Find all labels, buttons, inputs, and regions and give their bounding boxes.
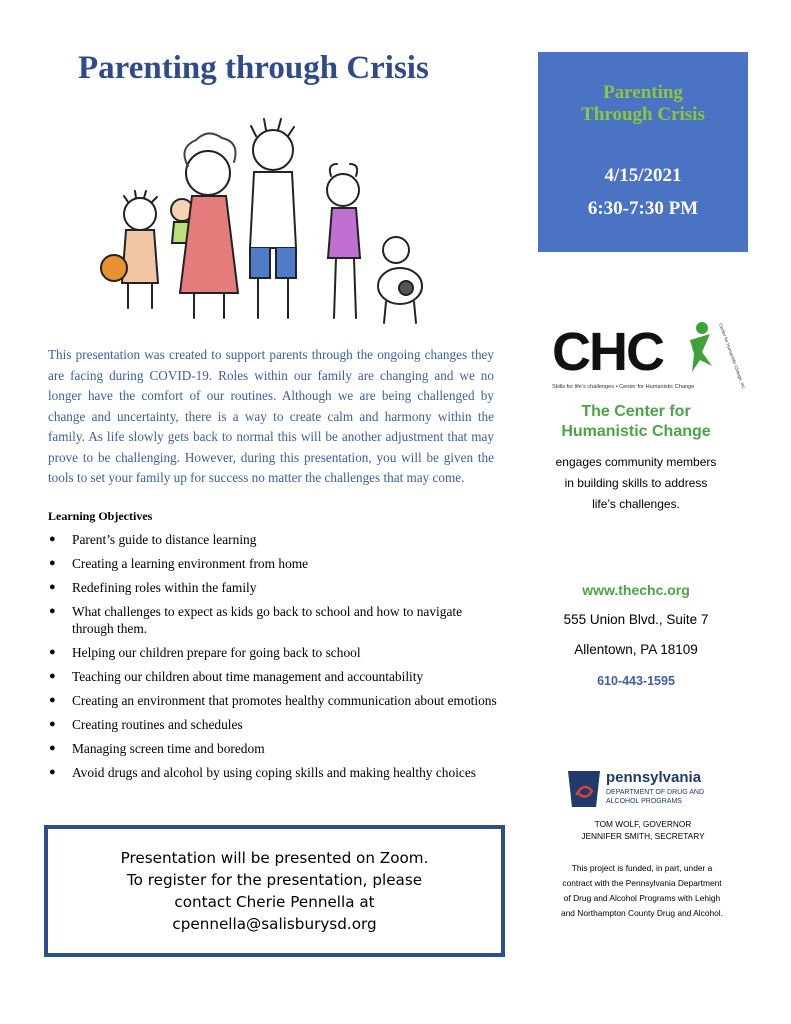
list-item: ● Parent’s guide to distance learning [49,532,257,547]
registration-line: To register for the presentation, please [126,871,423,889]
chc-logo-letters: CHC [552,322,663,382]
family-illustration [88,118,438,333]
event-title: Parenting Through Crisis [581,82,705,125]
list-item: ● What challenges to expect as kids go back to school and how to navigate through them. [49,604,463,636]
bullet-icon: ● [49,718,56,730]
dog-figure [383,237,409,263]
pa-logo-dept: ALCOHOL PROGRAMS [606,798,682,805]
list-item: ● Managing screen time and boredom [49,741,265,756]
bullet-icon: ● [49,533,56,545]
event-box [538,52,748,252]
intro-paragraph: This presentation was created to support parents through the ongoing changes they are facing during COVID-19. Roles within our family are changing and we no longer have the comfort of our routines. Although we are being challenged by change and uncertainty, there is a way to create calm and harmony within the family. As life slowly gets back to normal this will be another adjustment that may prove to be challenging. However, during this presentation, you will be given the tools to set your family up for success no matter the challenges that may come. [48,347,494,485]
bullet-icon: ● [49,605,56,617]
chc-logo-side-text: Center for Humanistic Change, Inc. [718,322,747,391]
registration-email[interactable]: cpennella@salisburysd.org [172,915,377,933]
address-line: 555 Union Blvd., Suite 7 [563,612,709,627]
page-title: Parenting through Crisis [78,50,429,86]
funding-note: This project is funded, in part, under a contract with the Pennsylvania Department of Drug and Alcohol Programs with Lehigh and Northampton County Drug and Alcohol. [560,863,723,918]
mother-figure [186,151,230,195]
event-date: 4/15/2021 [604,165,682,186]
bullet-icon: ● [49,646,56,658]
bullet-icon: ● [49,670,56,682]
org-description: engages community members in building skills to address life’s challenges. [555,455,717,511]
event-time: 6:30-7:30 PM [587,198,699,219]
list-item: ● Creating an environment that promotes healthy communication about emotions [49,693,497,708]
registration-line: contact Cherie Pennella at [174,893,375,911]
bullet-icon: ● [49,694,56,706]
registration-box [44,825,505,957]
address-city: Allentown, PA 18109 [574,642,698,657]
list-item: ● Avoid drugs and alcohol by using coping skills and making healthy choices [49,765,477,780]
chc-logo [552,318,747,396]
list-item: ● Creating routines and schedules [49,717,243,732]
officials: TOM WOLF, GOVERNOR JENNIFER SMITH, SECRETARY [581,819,705,841]
phone-number: 610-443-1595 [597,674,675,688]
boy-figure [124,198,156,230]
pa-ddap-logo [566,767,726,811]
chc-logo-tagline: Skills for life’s challenges • Center for Humanistic Change [552,384,695,390]
registration-line: Presentation will be presented on Zoom. [120,849,429,867]
objectives-list [48,531,498,788]
website-link[interactable]: www.thechc.org [582,582,690,598]
bullet-icon: ● [49,581,56,593]
event-datetime [538,163,748,221]
bullet-icon: ● [49,766,56,778]
org-name: The Center for Humanistic Change [561,403,711,440]
list-item: ● Teaching our children about time management and accountability [49,669,424,684]
list-item: ● Creating a learning environment from home [49,556,309,571]
girl-figure [327,174,359,206]
keystone-icon [568,771,600,807]
list-item: ● Helping our children prepare for going back to school [49,645,361,660]
pa-logo-dept: DEPARTMENT OF DRUG AND [606,789,705,796]
bullet-icon: ● [49,557,56,569]
pa-logo-name: pennsylvania [606,769,702,786]
list-item: ● Redefining roles within the family [49,580,257,595]
person-icon [696,322,708,334]
person-body-icon [690,334,712,372]
objectives-heading: Learning Objectives [48,509,153,523]
bullet-icon: ● [49,742,56,754]
